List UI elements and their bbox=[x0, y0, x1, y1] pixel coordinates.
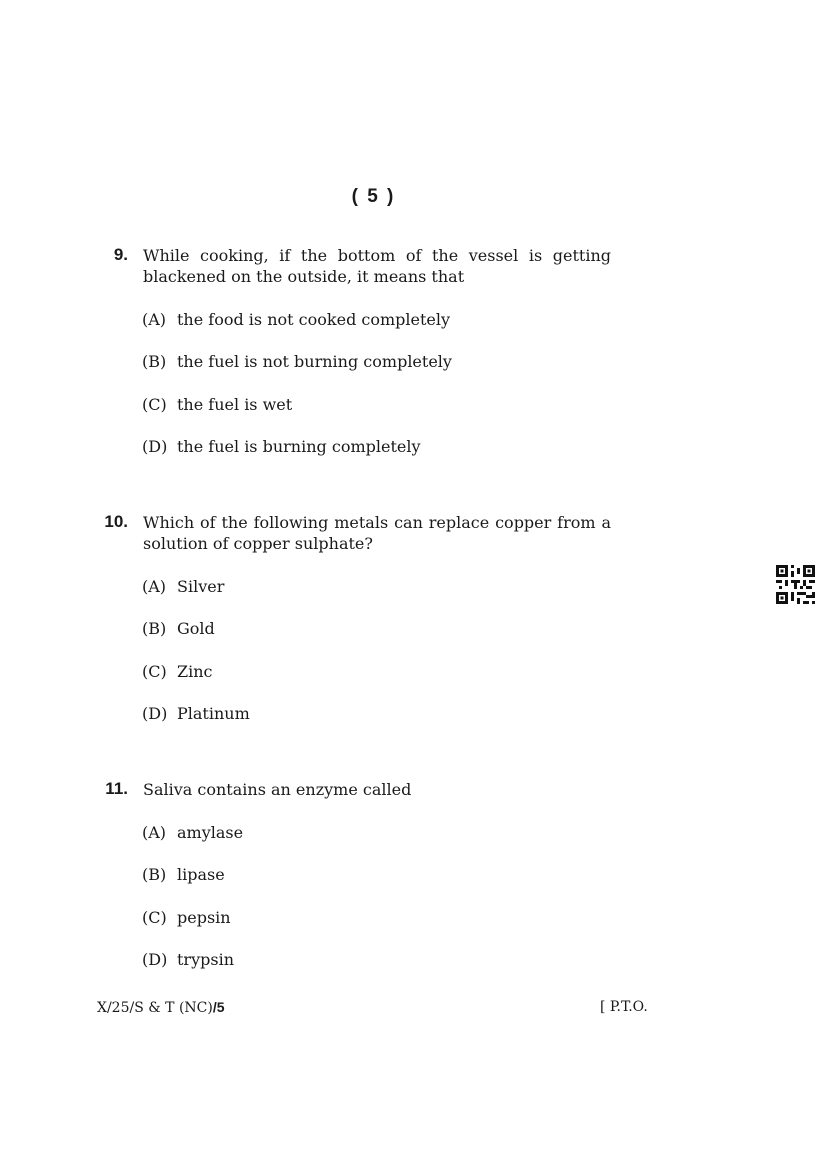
question-text: Which of the following metals can replace copper from a solution of copper sulphate? bbox=[143, 513, 611, 553]
option-10a bbox=[142, 576, 224, 597]
option-label: (C) bbox=[142, 908, 167, 927]
option-11a bbox=[142, 822, 243, 843]
option-9c bbox=[142, 394, 292, 415]
option-text: the fuel is not burning completely bbox=[177, 352, 452, 371]
question-text: Saliva contains an enzyme called bbox=[143, 780, 412, 799]
option-text: the food is not cooked completely bbox=[177, 310, 451, 329]
option-9a bbox=[142, 309, 450, 330]
option-label: (B) bbox=[142, 865, 167, 884]
option-label: (B) bbox=[142, 352, 167, 371]
option-text: the fuel is wet bbox=[177, 395, 293, 414]
option-text: Gold bbox=[177, 619, 215, 638]
option-label: (D) bbox=[142, 437, 168, 456]
option-label: (C) bbox=[142, 662, 167, 681]
option-label: (A) bbox=[142, 577, 167, 596]
question-text: While cooking, if the bottom of the vessel is getting blackened on the outside, it means that bbox=[143, 246, 611, 286]
paper-code bbox=[97, 999, 225, 1016]
option-11c bbox=[142, 907, 231, 928]
option-text: trypsin bbox=[177, 950, 234, 969]
question-number: 11. bbox=[105, 779, 128, 798]
option-text: the fuel is burning completely bbox=[177, 437, 421, 456]
option-10c bbox=[142, 661, 213, 682]
page-number: ( 5 ) bbox=[351, 186, 396, 207]
option-text: lipase bbox=[177, 865, 225, 884]
option-10b bbox=[142, 618, 215, 639]
footer-page-number: /5 bbox=[212, 999, 225, 1015]
option-text: amylase bbox=[177, 823, 244, 842]
option-text: Platinum bbox=[177, 704, 250, 723]
option-label: (A) bbox=[142, 310, 167, 329]
question-number: 9. bbox=[113, 245, 128, 264]
option-10d bbox=[142, 703, 250, 724]
option-label: (D) bbox=[142, 950, 168, 969]
option-label: (A) bbox=[142, 823, 167, 842]
option-text: pepsin bbox=[177, 908, 231, 927]
question-number: 10. bbox=[104, 512, 128, 531]
paper-code-text: X/25/S & T (NC) bbox=[97, 1000, 213, 1016]
option-11d bbox=[142, 949, 234, 970]
option-9b bbox=[142, 351, 452, 372]
option-text: Silver bbox=[177, 577, 225, 596]
pto-label: [ P.T.O. bbox=[600, 999, 648, 1015]
option-text: Zinc bbox=[177, 662, 213, 681]
option-9d bbox=[142, 436, 421, 457]
option-label: (C) bbox=[142, 395, 167, 414]
option-11b bbox=[142, 864, 225, 885]
option-label: (B) bbox=[142, 619, 167, 638]
qr-code-icon bbox=[776, 565, 815, 604]
option-label: (D) bbox=[142, 704, 168, 723]
